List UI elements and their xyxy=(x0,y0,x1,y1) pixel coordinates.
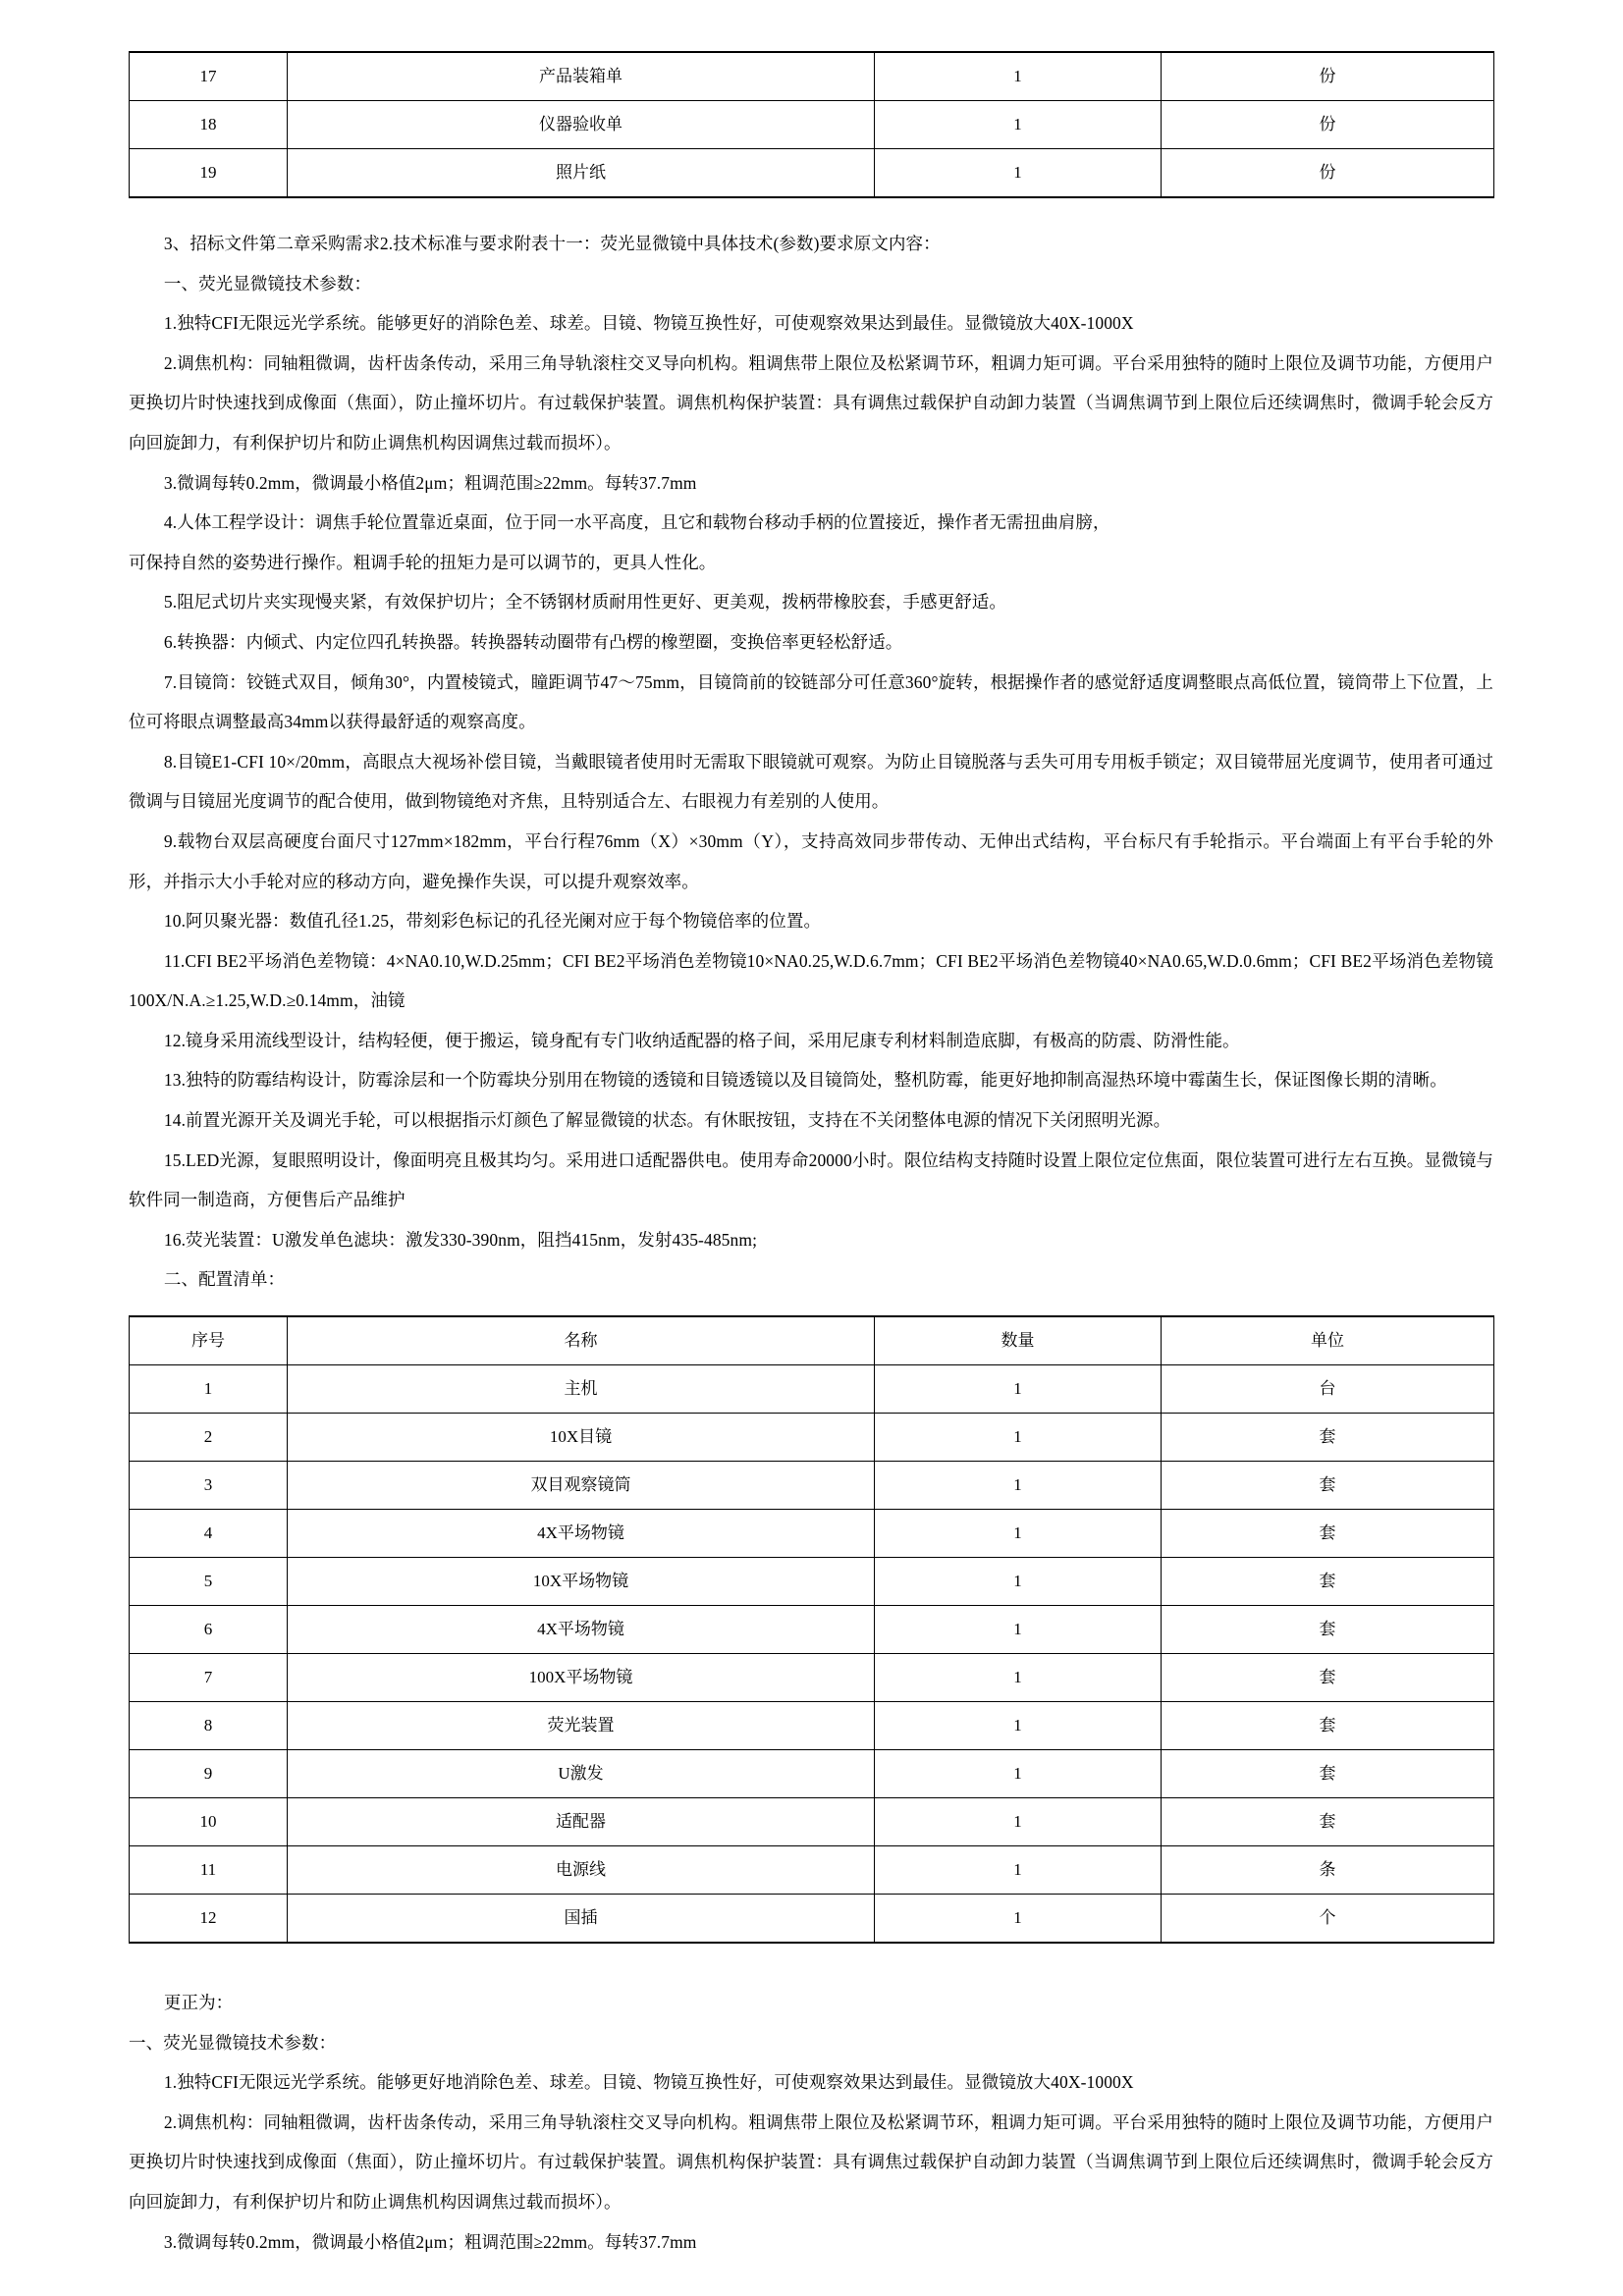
table-row xyxy=(130,1895,1494,1944)
table-row xyxy=(130,52,1494,101)
row-qty: 1 xyxy=(875,1654,1162,1702)
row-qty: 1 xyxy=(875,101,1162,149)
row-unit: 套 xyxy=(1162,1462,1494,1510)
table-row xyxy=(130,1414,1494,1462)
row-name: 双目观察镜筒 xyxy=(288,1462,875,1510)
row-qty: 1 xyxy=(875,149,1162,198)
corrected-item-2: 2.调焦机构：同轴粗微调，齿杆齿条传动，采用三角导轨滚柱交叉导向机构。粗调焦带上限位及松紧调节环，粗调力矩可调。平台采用独特的随时上限位及调节功能，方便用户更换切片时快速找到成像面（焦面），防止撞坏切片。有过载保护装置。调焦机构保护装置：具有调焦过载保护自动卸力装置（当调焦调节到上限位后还续调焦时，微调手轮会反方向回旋卸力，有利保护切片和防止调焦机构因调焦过载而损坏）。 xyxy=(129,2111,1493,2212)
table-row xyxy=(130,1510,1494,1558)
row-unit: 份 xyxy=(1162,149,1494,198)
spec-item-10: 10.阿贝聚光器：数值孔径1.25，带刻彩色标记的孔径光阑对应于每个物镜倍率的位置。 xyxy=(163,911,822,932)
row-unit: 份 xyxy=(1162,52,1494,101)
row-name: 4X平场物镜 xyxy=(288,1606,875,1654)
spec-item-8: 8.目镜E1-CFI 10×/20mm，高眼点大视场补偿目镜，当戴眼镜者使用时无需取下眼镜就可观察。为防止目镜脱落与丢失可用专用板手锁定；双目镜带屈光度调节，使用者可通过微调与目镜屈光度调节的配合使用，做到物镜绝对齐焦，且特别适合左、右眼视力有差别的人使用。 xyxy=(129,751,1493,812)
spec-item-15: 15.LED光源，复眼照明设计，像面明亮且极其均匀。采用进口适配器供电。使用寿命20000小时。限位结构支持随时设置上限位定位焦面，限位装置可进行左右互换。显微镜与软件同一制造商，方便售后产品维护 xyxy=(129,1149,1493,1210)
row-index: 18 xyxy=(130,101,288,149)
header-qty: 数量 xyxy=(875,1316,1162,1365)
configuration-list-table xyxy=(129,1315,1494,1944)
row-name: U激发 xyxy=(288,1750,875,1798)
row-name: 主机 xyxy=(288,1365,875,1414)
header-index: 序号 xyxy=(130,1316,288,1365)
table-row xyxy=(130,1846,1494,1895)
row-qty: 1 xyxy=(875,52,1162,101)
correction-label: 更正为： xyxy=(163,1993,234,2013)
table-row xyxy=(130,149,1494,198)
row-index: 8 xyxy=(130,1702,288,1750)
row-name: 10X平场物镜 xyxy=(288,1558,875,1606)
row-name: 荧光装置 xyxy=(288,1702,875,1750)
corrected-item-3: 3.微调每转0.2mm，微调最小格值2μm；粗调范围≥22mm。每转37.7mm xyxy=(163,2231,697,2252)
spec-item-7: 7.目镜筒：铰链式双目，倾角30°，内置棱镜式，瞳距调节47～75mm，目镜筒前的铰链部分可任意360°旋转，根据操作者的感觉舒适度调整眼点高低位置，镜筒带上下位置，上位可将眼点调整最高34mm以获得最舒适的观察高度。 xyxy=(129,671,1493,732)
row-unit: 个 xyxy=(1162,1895,1494,1944)
table-row xyxy=(130,1365,1494,1414)
row-index: 2 xyxy=(130,1414,288,1462)
header-name: 名称 xyxy=(288,1316,875,1365)
row-unit: 份 xyxy=(1162,101,1494,149)
top-spacer xyxy=(129,0,1493,51)
row-index: 5 xyxy=(130,1558,288,1606)
row-index: 3 xyxy=(130,1462,288,1510)
row-qty: 1 xyxy=(875,1702,1162,1750)
document-content xyxy=(129,0,1493,2262)
row-qty: 1 xyxy=(875,1365,1162,1414)
row-qty: 1 xyxy=(875,1750,1162,1798)
row-qty: 1 xyxy=(875,1558,1162,1606)
row-name: 仪器验收单 xyxy=(288,101,875,149)
row-qty: 1 xyxy=(875,1798,1162,1846)
packing-list-table xyxy=(129,51,1494,198)
row-index: 9 xyxy=(130,1750,288,1798)
heading-one: 一、荧光显微镜技术参数： xyxy=(163,273,372,294)
table-row xyxy=(130,1798,1494,1846)
row-name: 照片纸 xyxy=(288,149,875,198)
row-name: 100X平场物镜 xyxy=(288,1654,875,1702)
table-row xyxy=(130,1462,1494,1510)
row-unit: 套 xyxy=(1162,1606,1494,1654)
row-qty: 1 xyxy=(875,1510,1162,1558)
heading-two: 二、配置清单： xyxy=(163,1269,286,1290)
row-qty: 1 xyxy=(875,1414,1162,1462)
spacer-after-top-table xyxy=(129,198,1493,224)
table-row xyxy=(130,101,1494,149)
corrected-heading: 一、荧光显微镜技术参数： xyxy=(129,2032,337,2053)
table-row xyxy=(130,1606,1494,1654)
corrected-item-1: 1.独特CFI无限远光学系统。能够更好地消除色差、球差。目镜、物镜互换性好，可使观察效果达到最佳。显微镜放大40X-1000X xyxy=(163,2072,1134,2093)
row-name: 电源线 xyxy=(288,1846,875,1895)
row-qty: 1 xyxy=(875,1462,1162,1510)
spec-item-4-continued: 可保持自然的姿势进行操作。粗调手轮的扭矩力是可以调节的，更具人性化。 xyxy=(129,552,717,572)
row-name: 国插 xyxy=(288,1895,875,1944)
table-row xyxy=(130,1702,1494,1750)
row-name: 适配器 xyxy=(288,1798,875,1846)
spec-item-16: 16.荧光装置：U激发单色滤块：激发330-390nm，阻挡415nm，发射435-485nm; xyxy=(163,1229,758,1250)
row-index: 4 xyxy=(130,1510,288,1558)
table-row xyxy=(130,1750,1494,1798)
row-index: 17 xyxy=(130,52,288,101)
spec-item-5: 5.阻尼式切片夹实现慢夹紧，有效保护切片；全不锈钢材质耐用性更好、更美观，拨柄带橡胶套，手感更舒适。 xyxy=(163,592,1006,613)
spec-item-1: 1.独特CFI无限远光学系统。能够更好的消除色差、球差。目镜、物镜互换性好，可使观察效果达到最佳。显微镜放大40X-1000X xyxy=(163,313,1134,334)
spec-item-11: 11.CFI BE2平场消色差物镜：4×NA0.10,W.D.25mm；CFI BE2平场消色差物镜10×NA0.25,W.D.6.7mm；CFI BE2平场消色差物镜40×NA0.65,W.D.0.6mm；CFI BE2平场消色差物镜100X/N.A.≥1.25,W.D.≥0.14mm，油镜 xyxy=(129,950,1493,1011)
row-unit: 套 xyxy=(1162,1798,1494,1846)
spacer-before-config-table xyxy=(129,1300,1493,1315)
row-index: 7 xyxy=(130,1654,288,1702)
row-qty: 1 xyxy=(875,1895,1162,1944)
row-index: 10 xyxy=(130,1798,288,1846)
row-qty: 1 xyxy=(875,1606,1162,1654)
section-intro: 3、招标文件第二章采购需求2.技术标准与要求附表十一：荧光显微镜中具体技术(参数)要求原文内容： xyxy=(163,234,941,253)
row-index: 11 xyxy=(130,1846,288,1895)
row-unit: 套 xyxy=(1162,1510,1494,1558)
row-unit: 条 xyxy=(1162,1846,1494,1895)
spec-item-4: 4.人体工程学设计：调焦手轮位置靠近桌面，位于同一水平高度，且它和载物台移动手柄的位置接近，操作者无需扭曲肩膀， xyxy=(163,512,1110,533)
row-unit: 套 xyxy=(1162,1414,1494,1462)
row-index: 19 xyxy=(130,149,288,198)
row-unit: 套 xyxy=(1162,1702,1494,1750)
row-index: 1 xyxy=(130,1365,288,1414)
row-name: 产品装箱单 xyxy=(288,52,875,101)
row-qty: 1 xyxy=(875,1846,1162,1895)
row-index: 6 xyxy=(130,1606,288,1654)
spec-item-2: 2.调焦机构：同轴粗微调，齿杆齿条传动，采用三角导轨滚柱交叉导向机构。粗调焦带上限位及松紧调节环，粗调力矩可调。平台采用独特的随时上限位及调节功能，方便用户更换切片时快速找到成像面（焦面），防止撞坏切片。有过载保护装置。调焦机构保护装置：具有调焦过载保护自动卸力装置（当调焦调节到上限位后还续调焦时，微调手轮会反方向回旋卸力，有利保护切片和防止调焦机构因调焦过载而损坏）。 xyxy=(129,352,1493,453)
spacer-after-config-table xyxy=(129,1944,1493,1983)
row-index: 12 xyxy=(130,1895,288,1944)
spec-item-9: 9.载物台双层高硬度台面尺寸127mm×182mm，平台行程76mm（X）×30mm（Y），支持高效同步带传动、无伸出式结构，平台标尺有手轮指示。平台端面上有平台手轮的外形，并指示大小手轮对应的移动方向，避免操作失误，可以提升观察效率。 xyxy=(129,830,1493,891)
table-row xyxy=(130,1558,1494,1606)
row-unit: 套 xyxy=(1162,1558,1494,1606)
table-header-row xyxy=(130,1316,1494,1365)
row-unit: 台 xyxy=(1162,1365,1494,1414)
spec-item-14: 14.前置光源开关及调光手轮，可以根据指示灯颜色了解显微镜的状态。有休眠按钮，支持在不关闭整体电源的情况下关闭照明光源。 xyxy=(163,1110,1171,1131)
row-unit: 套 xyxy=(1162,1654,1494,1702)
row-name: 4X平场物镜 xyxy=(288,1510,875,1558)
row-name: 10X目镜 xyxy=(288,1414,875,1462)
header-unit: 单位 xyxy=(1162,1316,1494,1365)
spec-item-6: 6.转换器：内倾式、内定位四孔转换器。转换器转动圈带有凸楞的橡塑圈，变换倍率更轻松舒适。 xyxy=(163,631,903,652)
spec-item-13: 13.独特的防霉结构设计，防霉涂层和一个防霉块分别用在物镜的透镜和目镜透镜以及目镜筒处，整机防霉，能更好地抑制高湿热环境中霉菌生长，保证图像长期的清晰。 xyxy=(163,1070,1447,1091)
spec-item-12: 12.镜身采用流线型设计，结构轻便，便于搬运，镜身配有专门收纳适配器的格子间，采用尼康专利材料制造底脚，有极高的防震、防滑性能。 xyxy=(163,1030,1240,1050)
spec-item-3: 3.微调每转0.2mm，微调最小格值2μm；粗调范围≥22mm。每转37.7mm xyxy=(163,472,697,493)
row-unit: 套 xyxy=(1162,1750,1494,1798)
table-row xyxy=(130,1654,1494,1702)
